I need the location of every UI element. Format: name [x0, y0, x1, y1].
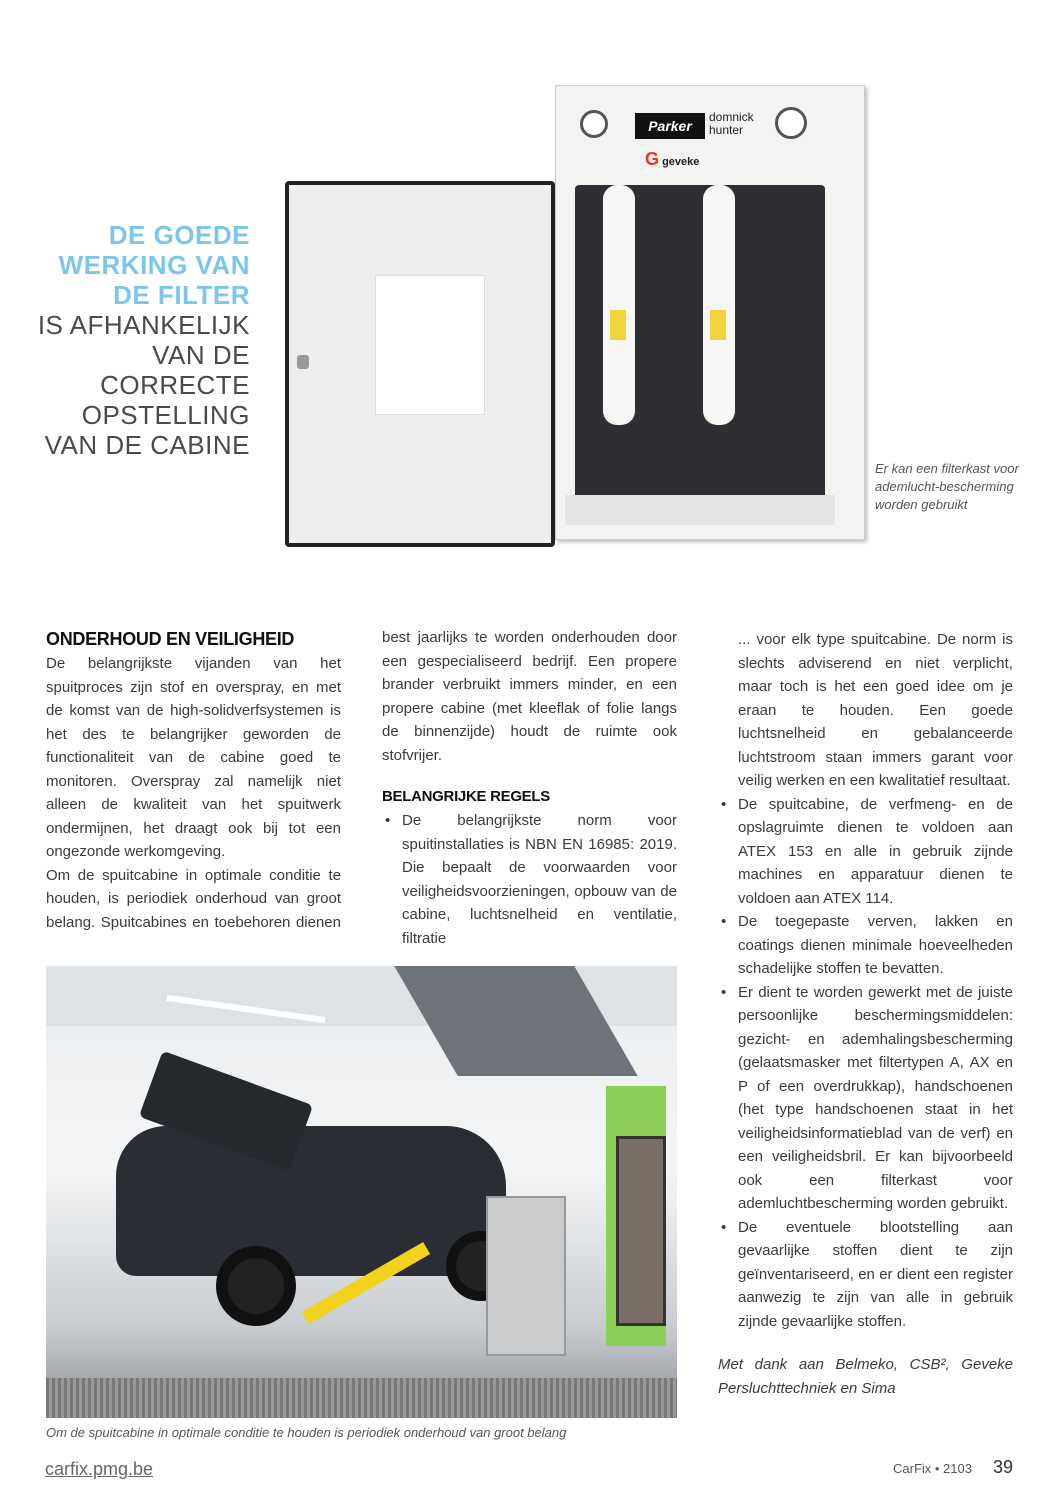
website-link[interactable]: carfix.pmg.be [45, 1459, 154, 1479]
page-number: 39 [993, 1457, 1014, 1477]
issue-label: CarFix • 2103 [893, 1461, 972, 1476]
parker-logo: Parker [635, 113, 705, 139]
pull-quote-line: DE FILTER [113, 280, 250, 310]
spray-booth-photo [46, 966, 677, 1418]
domnick-logo: domnick [709, 110, 754, 124]
section-heading: BELANGRIJKE REGELS [382, 788, 550, 805]
paragraph: De belangrijkste vijanden van het spuitproces zijn stof en overspray, en met de komst van de high-solidverfsystemen is het des te belangrijker geworden de functionaliteit van de cabine goed te monitoren. Overspray zal namelijk niet alleen de kwaliteit van het spuitwerk ondermijnen, het draagt ook bij tot een ongezonde werkomgeving. [46, 655, 341, 860]
bullet-continuation: ... voor elk type spuitcabine. De norm is slechts adviserend en niet verplicht, maar toch is het een goed idee om je eraan te houden. Een goede luchtsnelheid en gebalanceerde luchtstroom staan immers garant voor veilig werken en een kwalitatief resultaat. [738, 631, 1013, 789]
bullet-item: • Er dient te worden gewerkt met de juiste persoonlijke beschermingsmiddelen: gezicht- en ademhalingsbescherming (gelaatsmasker met filtertypen A, AX en P of een overdrukkap), handschoenen (het type handschoenen staat in het veiligheidsinformatieblad van de verf) en een veiligheidsbril. Er kan bijvoorbeeld ook een filterkast voor ademluchtbescherming worden gebruikt. [718, 981, 1013, 1216]
bullet-item: • De spuitcabine, de verfmeng- en de opslagruimte dienen te voldoen aan ATEX 153 en alle in gebruik zijnde machines en apparatuur dienen te voldoen aan ATEX 114. [718, 793, 1013, 911]
article-columns-1-2 [46, 626, 677, 950]
pull-quote-line: WERKING VAN [58, 250, 250, 280]
figure-caption: Om de spuitcabine in optimale conditie te houden is periodiek onderhoud van groot belang [46, 1425, 567, 1440]
geveke-g-icon: G [645, 149, 660, 169]
hunter-logo: hunter [709, 123, 744, 137]
section-heading: ONDERHOUD EN VEILIGHEID [46, 629, 295, 649]
pull-quote [30, 220, 250, 460]
bullet-item: • De toegepaste verven, lakken en coatings dienen minimale hoeveelheden schadelijke stoffen te bevatten. [718, 910, 1013, 981]
figure-caption: Er kan een filterkast voor ademlucht-bescherming worden gebruikt [875, 461, 1019, 512]
pull-quote-line: IS AFHANKELIJK [37, 310, 250, 340]
filter-cabinet-photo [285, 85, 870, 550]
pull-quote-line: VAN DE CABINE [44, 430, 250, 460]
pull-quote-line: CORRECTE [100, 370, 250, 400]
pull-quote-line: DE GOEDE [108, 220, 250, 250]
pull-quote-line: VAN DE [152, 340, 250, 370]
article-column-3 [718, 628, 1013, 1400]
bullet-item: • De eventuele blootstelling aan gevaarlijke stoffen dient te zijn geïnventariseerd, en er dient een register aanwezig te zijn van alle in gebruik zijnde gevaarlijke stoffen. [718, 1216, 1013, 1334]
geveke-logo: geveke [662, 156, 700, 168]
pull-quote-line: OPSTELLING [81, 400, 250, 430]
acknowledgement: Met dank aan Belmeko, CSB², Geveke Persluchttechniek en Sima [718, 1356, 1013, 1397]
bullet-item: • De belangrijkste norm voor spuitinstallaties is NBN EN 16985: 2019. Die bepaalt de voorwaarden voor veiligheidsvoorzieningen, opbouw van de cabine, luchtsnelheid en ventilatie, filtratie [382, 809, 677, 950]
paragraph: Om de spuitcabine in optimale conditie te houden, is periodiek onderhoud van groot belang. Spuitcabines en toebehoren dienen best jaarlijks te worden onderhouden door een gespecialiseerd bedrijf. Een propere brander verbruikt immers minder, en een propere cabine (met kleeflak of folie langs de binnenzijde) houdt de ruimte ook stofvrijer. [46, 629, 677, 931]
left-article-area [46, 626, 677, 1442]
